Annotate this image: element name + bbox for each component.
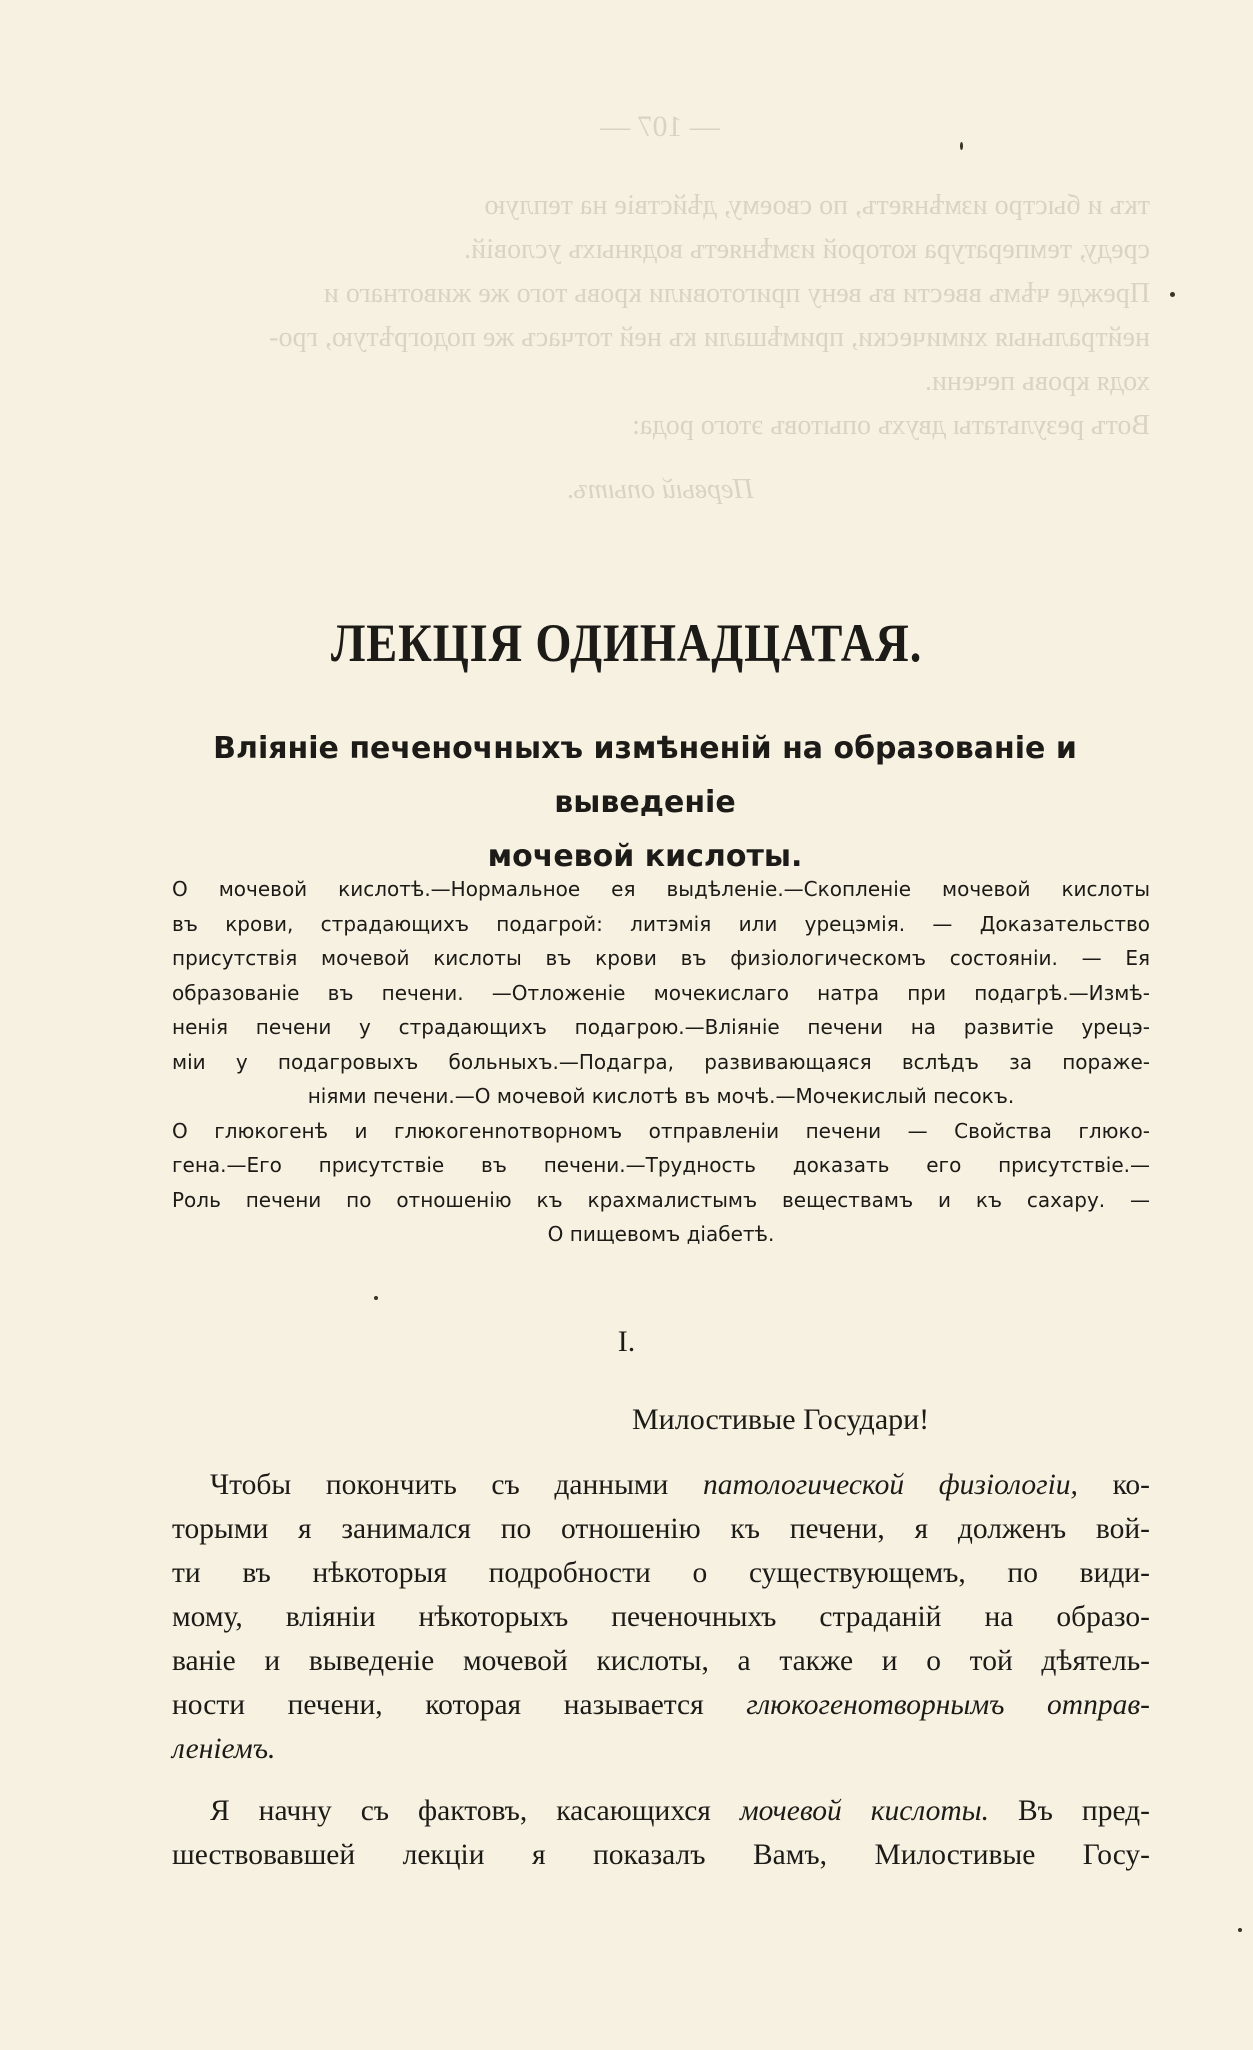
italic-run: глюкогенотворнымъ отправ-	[746, 1689, 1150, 1721]
summary-line: міи у подагровыхъ больныхъ.—Подагра, развивающаяся вслѣдъ за пораже-	[172, 1049, 1150, 1074]
body-line	[172, 1551, 1150, 1595]
body-text	[172, 1463, 1150, 1877]
body-line	[172, 1595, 1150, 1639]
italic-run: патологической физіологіи,	[702, 1469, 1078, 1501]
bleed-line: среду, температура которой измѣняетъ водяныхъ условій.	[464, 234, 1150, 265]
text-run: шествовавшей лекціи я показалъ Вамъ, Милостивые Госу-	[172, 1839, 1150, 1871]
bleed-line: нейтральныя химически, примѣшали къ ней тотчасъ же подогрѣтую, гро-	[269, 322, 1150, 353]
lecture-subtitle	[150, 722, 1140, 884]
section-number: I.	[617, 1325, 636, 1358]
summary-line: образованіе въ печени. —Отложеніе мочекислаго натра при подагрѣ.—Измѣ-	[172, 980, 1150, 1005]
summary-line: О мочевой кислотѣ.—Нормальное ея выдѣленіе.—Скопленіе мочевой кислоты	[172, 877, 1150, 901]
summary-line: ніями печени.—О мочевой кислотѣ въ мочѣ.—Мочекислый песокъ.	[307, 1084, 1015, 1108]
text-run: ти въ нѣкоторыя подробности о существующемъ, по види-	[172, 1557, 1150, 1589]
bleed-line: Прежде чѣмъ ввести въ вену приготовили кровь того же животнаго и	[323, 278, 1150, 309]
salutation: Милостивые Государи!	[632, 1403, 930, 1436]
body-line	[172, 1727, 1150, 1771]
bleed-center-line: Первый опытъ.	[566, 474, 754, 505]
summary-line: Роль печени по отношенію къ крахмалистымъ веществамъ и къ сахару. —	[172, 1187, 1150, 1212]
ink-speck	[1238, 1928, 1242, 1932]
body-line	[172, 1639, 1150, 1683]
summary-line: въ крови, страдающихъ подагрой: литэмія или урецэмія. — Доказательство	[172, 911, 1150, 936]
summary-line: гена.—Его присутствіе въ печени.—Трудность доказать его присутствіе.—	[172, 1153, 1150, 1177]
ink-speck	[960, 142, 963, 150]
body-line	[172, 1683, 1150, 1727]
summary-line: ненія печени у страдающихъ подагрою.—Вліяніе печени на развитіе урецэ-	[172, 1015, 1150, 1039]
lecture-summary	[172, 872, 1150, 1252]
subtitle-line: Вліяніе печеночныхъ измѣненій на образованіе и выведеніе	[213, 731, 1077, 820]
bleed-line: ткъ и быстро измѣняетъ, по своему, дѣйствіе на теплую	[484, 190, 1150, 221]
summary-line: присутствія мочевой кислоты въ крови въ физіологическомъ состояніи. — Ея	[172, 946, 1150, 970]
bleed-through-text	[170, 110, 1150, 532]
text-run: ности печени, которая называется	[172, 1689, 747, 1721]
text-run: ваніе и выведеніе мочевой кислоты, а также и о той дѣятель-	[172, 1645, 1150, 1677]
italic-run: леніемъ.	[172, 1733, 276, 1765]
bleed-line: ходя кровь печени.	[924, 366, 1150, 397]
ink-speck	[374, 1296, 378, 1300]
ink-speck	[1170, 292, 1175, 297]
body-line	[172, 1507, 1150, 1551]
bleed-line: Вотъ результаты двухъ опытовъ этого рода:	[632, 410, 1150, 441]
text-run: мому, вліяніи нѣкоторыхъ печеночныхъ страданій на образо-	[172, 1601, 1150, 1633]
bleed-page-number: — 107 —	[600, 110, 720, 143]
summary-line: О глюкогенѣ и глюкогенnотворномъ отправленіи печени — Свойства глюко-	[172, 1118, 1150, 1143]
lecture-title: ЛЕКЦІЯ ОДИНАДЦАТАЯ.	[330, 613, 923, 673]
text-run: Въ пред-	[989, 1795, 1150, 1827]
body-line	[172, 1463, 1150, 1507]
body-line	[172, 1833, 1150, 1877]
text-run: Чтобы покончить съ данными	[210, 1469, 703, 1501]
text-run: ко-	[1077, 1469, 1150, 1501]
text-run: Я начну съ фактовъ, касающихся	[210, 1795, 740, 1827]
subtitle-line: мочевой кислоты.	[487, 839, 803, 874]
italic-run: мочевой кислоты.	[739, 1795, 990, 1827]
summary-line: О пищевомъ діабетѣ.	[547, 1222, 775, 1246]
text-run: торыми я занимался по отношенію къ печени, я долженъ вой-	[172, 1513, 1150, 1545]
body-line	[172, 1789, 1150, 1833]
paragraph-gap	[172, 1771, 1150, 1789]
